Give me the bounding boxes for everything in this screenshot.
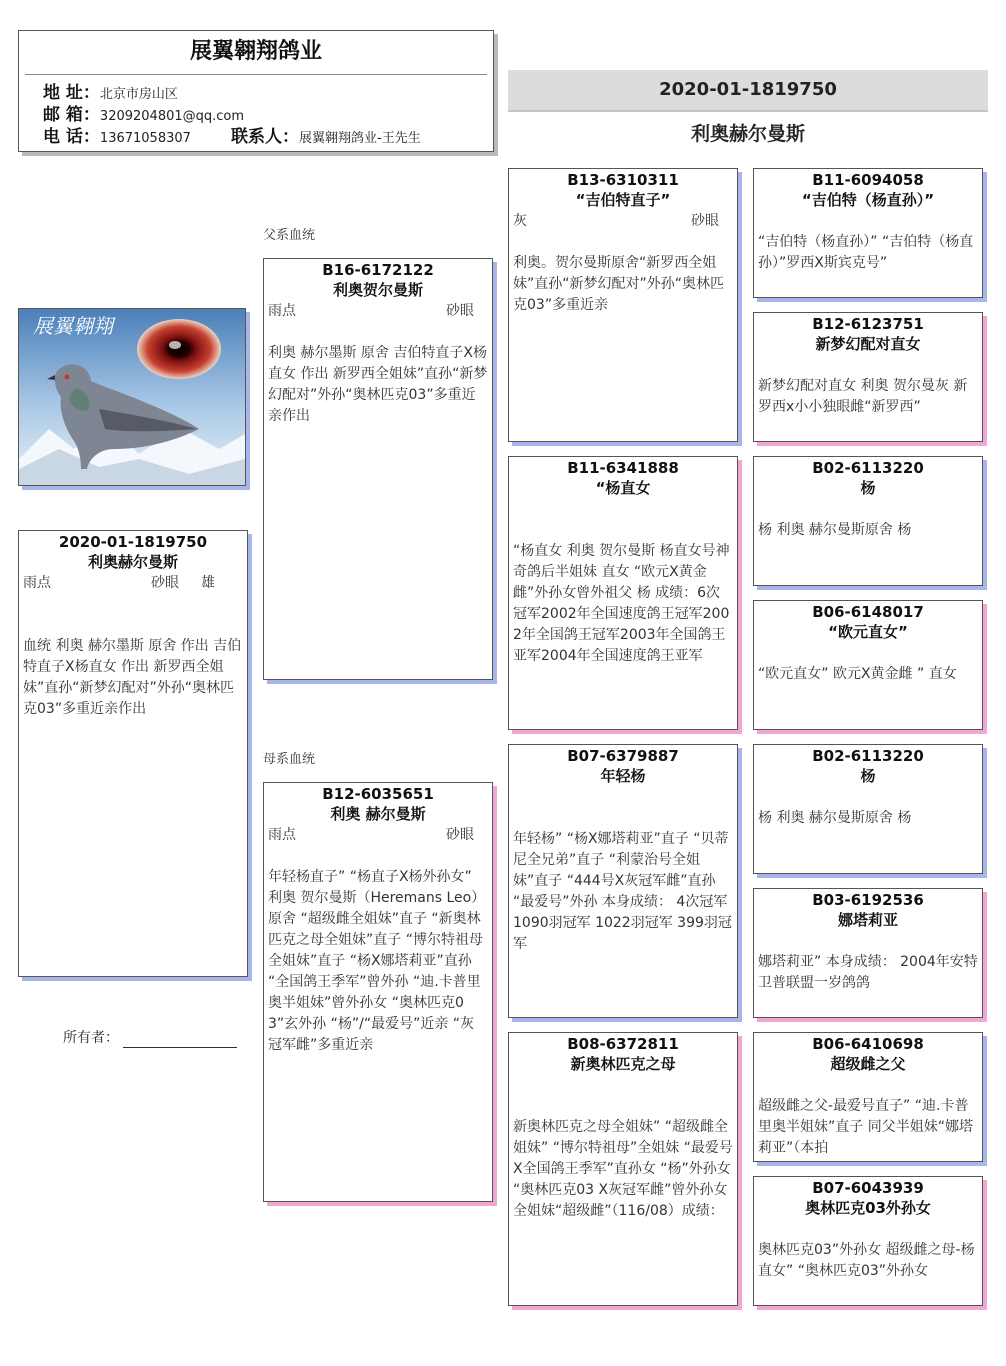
ggp-ssd-ring: B12-6123751 bbox=[812, 315, 924, 333]
dam-sire-name: 年轻杨 bbox=[600, 767, 646, 785]
sire-sire-attributes bbox=[509, 211, 737, 232]
sire-section-label: 父系血统 bbox=[263, 228, 316, 243]
owner-line bbox=[123, 1031, 237, 1048]
dam-dam-desc: 新奥林匹克之母全姐妹” “超级雌全姐妹” “博尔特祖母”全姐妹 “最爱号X全国鸽王季军”直孙女 “杨”外孙女 “奥林匹克03 X灰冠军雌”曾外孙女 全姐妹“超级雌”（116/08）成绩： bbox=[513, 1119, 733, 1219]
email-line bbox=[43, 105, 244, 127]
ggp-dsd-ring: B03-6192536 bbox=[812, 891, 924, 909]
contact-label: 联系人： bbox=[231, 127, 299, 147]
address-line bbox=[43, 83, 178, 105]
ggp-sss-ring: B11-6094058 bbox=[812, 171, 924, 189]
sire-card bbox=[263, 258, 493, 680]
sire-sire-eye: 砂眼 bbox=[691, 213, 719, 229]
sire-sire-color: 灰 bbox=[513, 213, 527, 229]
contact-line bbox=[231, 127, 421, 149]
header-ring: 2020-01-1819750 bbox=[659, 79, 837, 100]
header-ring-bar bbox=[508, 70, 988, 110]
header-name: 利奥赫尔曼斯 bbox=[690, 123, 805, 145]
ggp-ssd-card bbox=[753, 312, 983, 442]
sire-ring: B16-6172122 bbox=[322, 261, 434, 279]
ggp-dss-name: 杨 bbox=[860, 767, 876, 785]
ggp-dss-desc: 杨 利奥 赫尔曼斯原舍 杨 bbox=[758, 810, 912, 826]
ggp-sss-desc: “吉伯特（杨直孙）” “吉伯特（杨直孙）”罗西X斯宾克号” bbox=[758, 234, 974, 271]
dam-dam-name: 新奥林匹克之母 bbox=[570, 1055, 676, 1073]
subject-color: 雨点 bbox=[23, 575, 51, 591]
sire-dam-card bbox=[508, 456, 738, 730]
ggp-ddd-ring: B07-6043939 bbox=[812, 1179, 924, 1197]
sire-dam-name: “杨直女 bbox=[595, 479, 651, 497]
ggp-dds-name: 超级雌之父 bbox=[830, 1055, 906, 1073]
dam-desc: 年轻杨直子” “杨直子X杨外孙女” 利奥 贺尔曼斯（Heremans Leo）原舍 “超级雌全姐妹”直子 “新奥林匹克之母全姐妹”直子 “博尔特祖母全姐妹”直子 “杨X娜塔莉亚”直孙 “全国鸽王季军”曾外孙 “迪.卡普里奥半姐妹”曾外孙女 “奥林匹克03”玄外孙 “杨”/“最爱号”近亲 “灰冠军雌”多重近亲 bbox=[268, 869, 486, 1053]
dam-color: 雨点 bbox=[268, 827, 296, 843]
subject-eye: 砂眼 bbox=[151, 575, 179, 591]
dam-sire-card bbox=[508, 744, 738, 1018]
ggp-ssd-name: 新梦幻配对直女 bbox=[815, 335, 921, 353]
ggp-ddd-card bbox=[753, 1176, 983, 1306]
subject-ring: 2020-01-1819750 bbox=[58, 533, 208, 551]
sire-sire-desc: 利奥。贺尔曼斯原舍“新罗西全姐妹”直孙“新梦幻配对”外孙“奥林匹克03”多重近亲 bbox=[513, 255, 725, 313]
sire-attributes bbox=[264, 301, 492, 322]
ggp-dds-ring: B06-6410698 bbox=[812, 1035, 924, 1053]
dam-card bbox=[263, 782, 493, 1202]
owner-label: 所有者： bbox=[63, 1030, 119, 1046]
ggp-sdd-card bbox=[753, 600, 983, 730]
dam-sire-desc: 年轻杨” “杨X娜塔莉亚”直子 “贝蒂尼全兄弟”直子 “利蒙治号全姐妹”直子 “444号X灰冠军雌”直孙 “最爱号”外孙 本身成绩： 4次冠军 1090羽冠军 1022羽冠军 399羽冠军 bbox=[513, 831, 732, 952]
ggp-sss-card bbox=[753, 168, 983, 298]
phone-value: 13671058307 bbox=[99, 131, 191, 146]
ggp-sdd-desc: “欧元直女” 欧元X黄金雌 ” 直女 bbox=[758, 666, 957, 682]
sire-eye: 砂眼 bbox=[446, 303, 474, 319]
sire-name: 利奥贺尔曼斯 bbox=[332, 281, 423, 299]
ggp-ssd-desc: 新梦幻配对直女 利奥 贺尔曼灰 新罗西x小小独眼雌“新罗西” bbox=[758, 378, 968, 415]
subject-sex: 雄 bbox=[201, 575, 215, 591]
sire-dam-desc: “杨直女 利奥 贺尔曼斯 杨直女号神奇鸽后半姐妹 直女 “欧元X黄金雌”外孙女曾外祖父 杨 成绩：6次冠军2002年全国速度鸽王冠军2002年全国鸽王冠军2003年全国鸽王亚军2004年全国速度鸽王亚军 bbox=[513, 543, 730, 664]
sire-sire-ring: B13-6310311 bbox=[567, 171, 679, 189]
email-label: 邮 箱： bbox=[43, 105, 100, 125]
contact-value: 展翼翱翔鸽业-王先生 bbox=[299, 131, 421, 146]
ggp-dss-card bbox=[753, 744, 983, 874]
ggp-sds-name: 杨 bbox=[860, 479, 876, 497]
email-value: 3209204801@qq.com bbox=[99, 109, 245, 124]
ggp-sds-card bbox=[753, 456, 983, 586]
dam-dam-ring: B08-6372811 bbox=[567, 1035, 679, 1053]
ggp-sds-desc: 杨 利奥 赫尔曼斯原舍 杨 bbox=[758, 522, 912, 538]
dam-ring: B12-6035651 bbox=[322, 785, 434, 803]
pigeon-image-icon bbox=[19, 309, 245, 485]
sire-sire-name: “吉伯特直子” bbox=[575, 191, 671, 209]
ggp-dsd-card bbox=[753, 888, 983, 1018]
subject-desc: 血统 利奥 赫尔墨斯 原舍 作出 吉伯特直子X杨直女 作出 新罗西全姐妹”直孙“新梦幻配对”外孙“奥林匹克03”多重近亲作出 bbox=[23, 638, 242, 717]
subject-attributes bbox=[19, 573, 247, 594]
ggp-dsd-name: 娜塔莉亚 bbox=[837, 911, 898, 929]
sire-sire-card bbox=[508, 168, 738, 442]
svg-text:展翼翱翔: 展翼翱翔 bbox=[33, 314, 113, 338]
sire-dam-ring: B11-6341888 bbox=[567, 459, 679, 477]
pigeon-photo bbox=[18, 308, 246, 486]
dam-section-label: 母系血统 bbox=[263, 752, 316, 767]
dam-attributes bbox=[264, 825, 492, 846]
company-box bbox=[18, 30, 494, 152]
phone-label: 电 话： bbox=[43, 127, 100, 147]
subject-name: 利奥赫尔曼斯 bbox=[87, 553, 178, 571]
sire-color: 雨点 bbox=[268, 303, 296, 319]
ggp-dds-card bbox=[753, 1032, 983, 1162]
owner-field bbox=[63, 1028, 237, 1048]
dam-sire-ring: B07-6379887 bbox=[567, 747, 679, 765]
ggp-dds-desc: 超级雌之父-最爱号直子” “迪.卡普里奥半姐妹”直子 同父半姐妹“娜塔莉亚”（本拍 bbox=[758, 1098, 973, 1156]
address-value: 北京市房山区 bbox=[99, 87, 178, 102]
ggp-sdd-ring: B06-6148017 bbox=[812, 603, 924, 621]
ggp-ddd-desc: 奥林匹克03”外孙女 超级雌之母-杨直女” “奥林匹克03”外孙女 bbox=[758, 1242, 975, 1279]
ggp-sdd-name: “欧元直女” bbox=[828, 623, 908, 641]
subject-card bbox=[18, 530, 248, 977]
phone-line bbox=[43, 127, 191, 149]
sire-desc: 利奥 赫尔墨斯 原舍 吉伯特直子X杨直女 作出 新罗西全姐妹”直孙“新梦幻配对”外孙“奥林匹克03”多重近亲作出 bbox=[268, 345, 488, 424]
ggp-sds-ring: B02-6113220 bbox=[812, 459, 924, 477]
address-label: 地 址： bbox=[43, 83, 100, 103]
dam-dam-card bbox=[508, 1032, 738, 1306]
ggp-dsd-desc: 娜塔莉亚” 本身成绩： 2004年安特卫普联盟一岁鸽鸽 bbox=[758, 954, 978, 991]
ggp-dss-ring: B02-6113220 bbox=[812, 747, 924, 765]
ggp-ddd-name: 奥林匹克03外孙女 bbox=[805, 1199, 931, 1217]
dam-eye: 砂眼 bbox=[446, 827, 474, 843]
company-title: 展翼翱翔鸽业 bbox=[189, 39, 322, 64]
company-divider bbox=[25, 74, 487, 75]
ggp-sss-name: “吉伯特（杨直孙）” bbox=[801, 191, 935, 209]
dam-name: 利奥 赫尔曼斯 bbox=[330, 805, 426, 823]
